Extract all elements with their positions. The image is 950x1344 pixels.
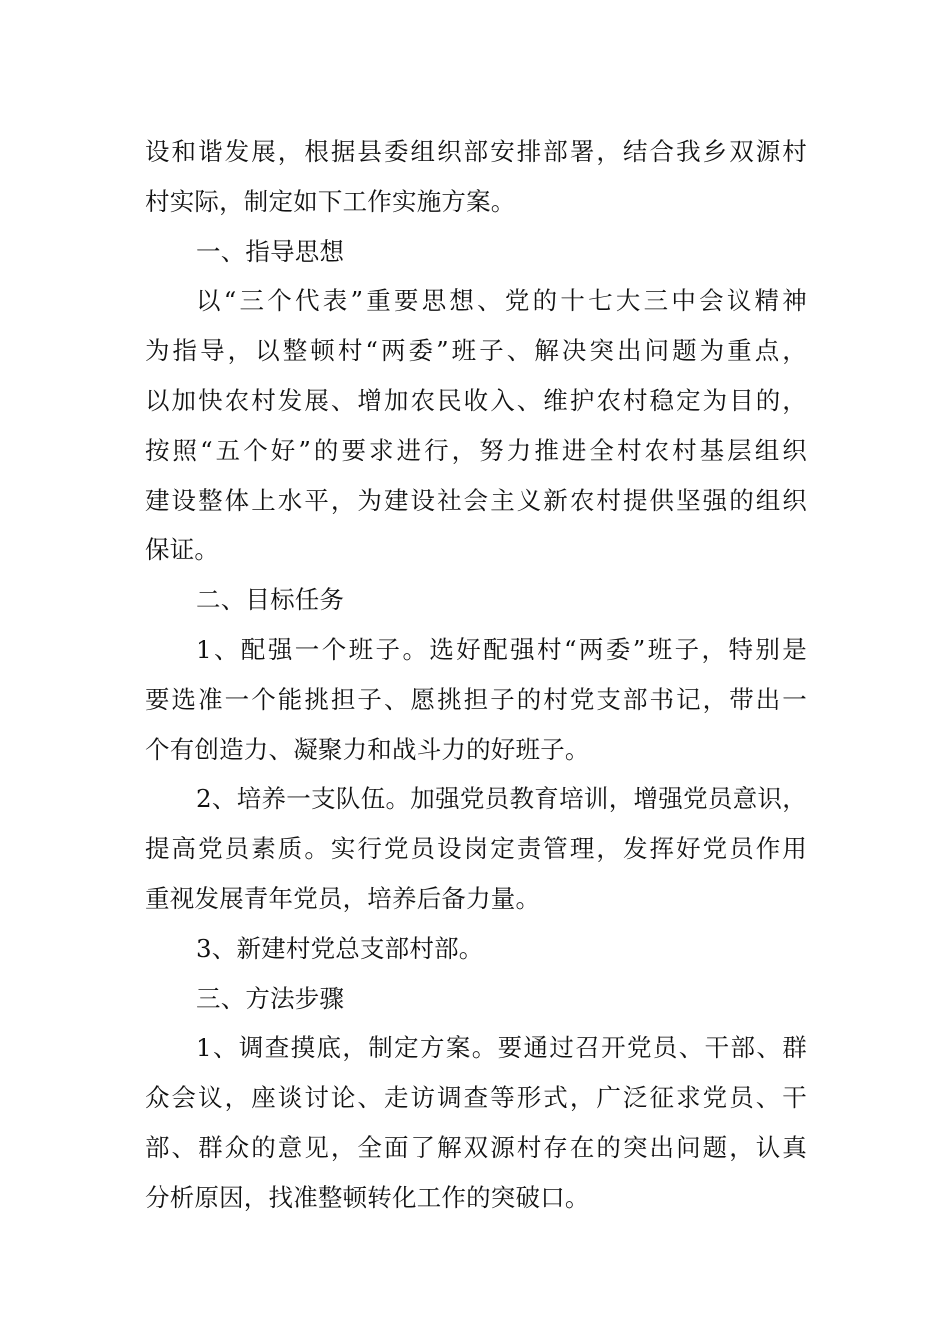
paragraph-line: 建设整体上水平，为建设社会主义新农村提供坚强的组织 — [145, 485, 807, 515]
paragraph-line: 村实际，制定如下工作实施方案。 — [145, 186, 516, 216]
paragraph-line: 个有创造力、凝聚力和战斗力的好班子。 — [145, 734, 590, 764]
section-heading: 二、目标任务 — [196, 585, 345, 615]
paragraph-line: 保证。 — [145, 535, 220, 565]
paragraph-line: 设和谐发展，根据县委组织部安排部署，结合我乡双源村 — [145, 137, 807, 166]
paragraph-line: 重视发展青年党员，培养后备力量。 — [145, 883, 541, 913]
document-body — [145, 127, 807, 1223]
paragraph-line: 部、群众的意见，全面了解双源村存在的突出问题，认真 — [145, 1132, 807, 1162]
paragraph-line: 提高党员素质。实行党员设岗定责管理，发挥好党员作用 — [145, 834, 807, 864]
section-heading: 3、新建村党总支部村部。 — [196, 933, 484, 963]
paragraph-line: 分析原因，找准整顿转化工作的突破口。 — [145, 1182, 590, 1212]
paragraph-line: 以加快农村发展、增加农民收入、维护农村稳定为目的， — [145, 385, 807, 415]
paragraph-line: 1、调查摸底，制定方案。要通过召开党员、干部、群 — [196, 1033, 807, 1063]
paragraph-line: 为指导，以整顿村“两委”班子、解决突出问题为重点， — [145, 336, 807, 366]
section-heading: 三、方法步骤 — [196, 983, 345, 1013]
paragraph-line: 以“三个代表”重要思想、党的十七大三中会议精神 — [196, 286, 807, 316]
paragraph-line: 1、配强一个班子。选好配强村“两委”班子，特别是 — [196, 634, 807, 664]
section-heading: 一、指导思想 — [196, 236, 345, 266]
paragraph-line: 2、培养一支队伍。加强党员教育培训，增强党员意识， — [196, 784, 807, 814]
paragraph-line: 按照“五个好”的要求进行，努力推进全村农村基层组织 — [145, 435, 807, 465]
paragraph-line: 要选准一个能挑担子、愿挑担子的村党支部书记，带出一 — [145, 684, 807, 714]
paragraph-line: 众会议，座谈讨论、走访调查等形式，广泛征求党员、干 — [145, 1083, 807, 1113]
